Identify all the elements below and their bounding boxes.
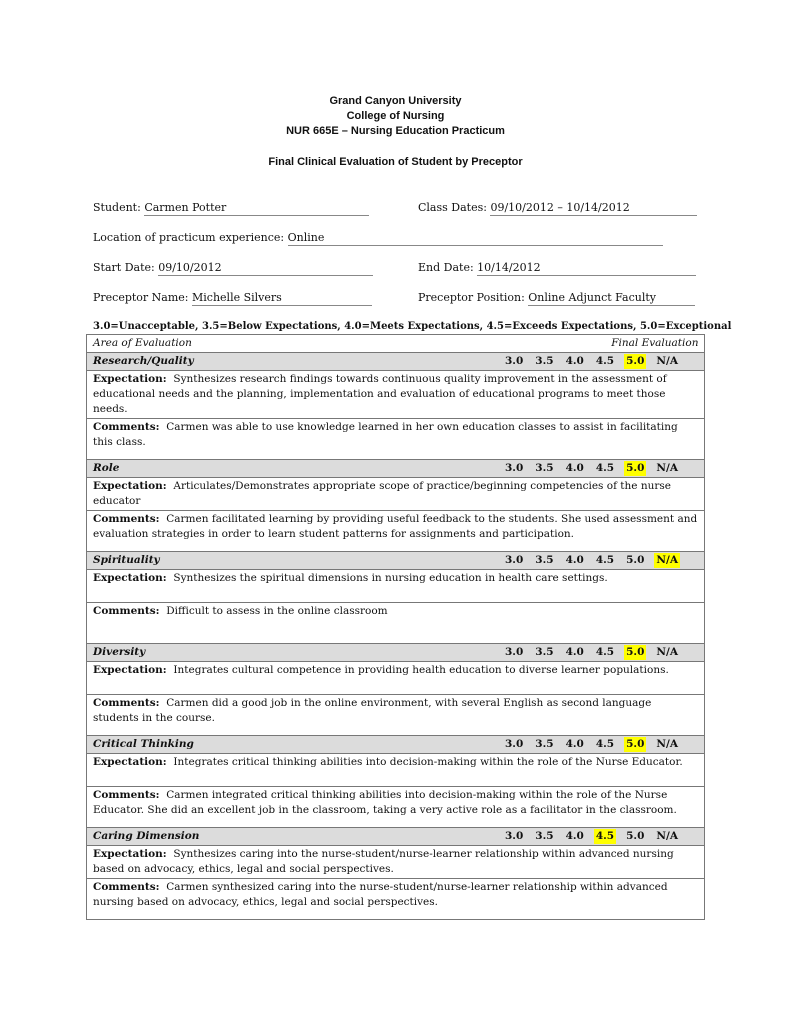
start-date-field — [93, 261, 373, 276]
comments-row — [87, 695, 705, 736]
expectation-label: Expectation: — [93, 572, 167, 584]
comments-row — [87, 787, 705, 828]
start-date-label: Start Date: — [93, 261, 155, 274]
rating-option: 5.0 — [626, 355, 645, 367]
rating-scale-legend: 3.0=Unacceptable, 3.5=Below Expectations, 4.0=Meets Expectations, 4.5=Exceeds Expectations, 5.0=Exceptional — [93, 321, 732, 332]
rating-option: 4.5 — [595, 554, 615, 566]
comments-text: Carmen integrated critical thinking abilities into decision-making within the role of the Nurse Educator. She did an excellent job in the classroom, taking a very active role as a facilitator in the classroom. — [93, 789, 677, 816]
rating-scale — [495, 829, 680, 844]
comments-row — [87, 511, 705, 552]
rating-scale — [495, 461, 680, 476]
rating-option: 3.5 — [535, 554, 554, 566]
expectation-text: Articulates/Demonstrates appropriate scope of practice/beginning competencies of the nurse educator — [93, 480, 671, 507]
rating-scale — [495, 354, 680, 369]
rating-option: N/A — [656, 646, 678, 658]
expectation-label: Expectation: — [93, 664, 167, 676]
expectation-label: Expectation: — [93, 373, 167, 385]
expectation-row — [87, 570, 705, 603]
section-header-role — [87, 460, 705, 478]
comments-label: Comments: — [93, 513, 160, 525]
rating-option: 4.5 — [595, 738, 615, 750]
expectation-label: Expectation: — [93, 756, 167, 768]
section-header-spirituality — [87, 552, 705, 570]
rating-option: 4.0 — [565, 830, 584, 842]
rating-option: 3.5 — [535, 830, 554, 842]
student-field — [93, 201, 369, 216]
expectation-text: Integrates cultural competence in providing health education to diverse learner populations. — [173, 664, 669, 676]
comments-text: Carmen facilitated learning by providing useful feedback to the students. She used assessment and evaluation strategies in order to learn student patterns for assignments and participation. — [93, 513, 698, 540]
rating-option: 4.0 — [565, 355, 584, 367]
student-label: Student: — [93, 201, 141, 214]
section-header-research-quality — [87, 353, 705, 371]
preceptor-position-label: Preceptor Position: — [418, 291, 525, 304]
final-evaluation-header: Final Evaluation — [611, 337, 699, 349]
section-name: Spirituality — [93, 554, 160, 566]
form-title: Final Clinical Evaluation of Student by Preceptor — [268, 156, 523, 168]
rating-option: 3.0 — [505, 830, 524, 842]
expectation-text: Synthesizes the spiritual dimensions in nursing education in health care settings. — [173, 572, 608, 584]
section-header-caring-dimension — [87, 828, 705, 846]
preceptor-field — [93, 291, 372, 306]
rating-option: 5.0 — [626, 646, 645, 658]
expectation-row — [87, 662, 705, 695]
comments-row — [87, 419, 705, 460]
rating-scale — [495, 737, 680, 752]
table-header-row — [87, 335, 705, 353]
comments-label: Comments: — [93, 605, 160, 617]
comments-text: Carmen was able to use knowledge learned in her own education classes to assist in facilitating this class. — [93, 421, 678, 448]
location-label: Location of practicum experience: — [93, 231, 285, 244]
section-name: Research/Quality — [93, 355, 194, 367]
comments-label: Comments: — [93, 789, 160, 801]
rating-scale — [495, 645, 680, 660]
rating-option: 4.0 — [565, 462, 584, 474]
rating-option: 5.0 — [626, 554, 645, 566]
comments-text: Carmen synthesized caring into the nurse-student/nurse-learner relationship within advanced nursing based on advocacy, ethics, legal and social perspectives. — [93, 881, 668, 908]
rating-option: 3.0 — [505, 646, 524, 658]
student-value: Carmen Potter — [144, 201, 369, 216]
comments-label: Comments: — [93, 421, 160, 433]
expectation-row — [87, 478, 705, 511]
preceptor-label: Preceptor Name: — [93, 291, 189, 304]
expectation-row — [87, 846, 705, 879]
rating-option: 4.0 — [565, 738, 584, 750]
section-name: Diversity — [93, 646, 146, 658]
start-date-value: 09/10/2012 — [158, 261, 373, 276]
class-dates-label: Class Dates: — [418, 201, 487, 214]
rating-option: 3.5 — [535, 462, 554, 474]
expectation-row — [87, 754, 705, 787]
rating-scale — [495, 553, 680, 568]
rating-option: 3.0 — [505, 738, 524, 750]
rating-option: 4.5 — [595, 646, 615, 658]
rating-option: 3.0 — [505, 355, 524, 367]
rating-option: N/A — [656, 738, 678, 750]
rating-option: 4.5 — [595, 462, 615, 474]
section-header-diversity — [87, 644, 705, 662]
rating-option: 3.5 — [535, 646, 554, 658]
location-field — [93, 231, 663, 246]
location-value: Online — [288, 231, 663, 246]
class-dates-field — [418, 201, 697, 216]
section-name: Critical Thinking — [93, 738, 194, 750]
rating-option: N/A — [656, 462, 678, 474]
rating-option: N/A — [656, 554, 678, 566]
end-date-value: 10/14/2012 — [477, 261, 696, 276]
college-name: College of Nursing — [346, 110, 445, 122]
preceptor-position-field — [418, 291, 695, 306]
expectation-label: Expectation: — [93, 480, 167, 492]
section-header-critical-thinking — [87, 736, 705, 754]
comments-row — [87, 603, 705, 644]
rating-option: 5.0 — [626, 738, 645, 750]
expectation-text: Synthesizes research findings towards continuous quality improvement in the assessment of educational needs and the planning, implementation and evaluation of educational programs to meet those needs. — [93, 373, 667, 415]
comments-label: Comments: — [93, 881, 160, 893]
university-name: Grand Canyon University — [329, 95, 462, 107]
comments-text: Difficult to assess in the online classroom — [166, 605, 388, 617]
end-date-field — [418, 261, 696, 276]
expectation-text: Integrates critical thinking abilities into decision-making within the role of the Nurse Educator. — [173, 756, 683, 768]
expectation-label: Expectation: — [93, 848, 167, 860]
evaluation-table — [86, 334, 705, 920]
rating-option: 5.0 — [626, 462, 645, 474]
preceptor-position-value: Online Adjunct Faculty — [528, 291, 695, 306]
class-dates-value: 09/10/2012 – 10/14/2012 — [490, 201, 697, 216]
rating-option: 3.0 — [505, 462, 524, 474]
preceptor-value: Michelle Silvers — [192, 291, 372, 306]
comments-row — [87, 879, 705, 920]
end-date-label: End Date: — [418, 261, 474, 274]
section-name: Role — [93, 462, 120, 474]
rating-option: 4.5 — [595, 355, 615, 367]
rating-option: 3.0 — [505, 554, 524, 566]
expectation-text: Synthesizes caring into the nurse-student/nurse-learner relationship within advanced nursing based on advocacy, ethics, legal and social perspectives. — [93, 848, 674, 875]
section-name: Caring Dimension — [93, 830, 200, 842]
rating-option: 3.5 — [535, 355, 554, 367]
area-header: Area of Evaluation — [93, 337, 192, 349]
rating-option: N/A — [656, 355, 678, 367]
rating-option: N/A — [656, 830, 678, 842]
rating-option: 3.5 — [535, 738, 554, 750]
course-title: NUR 665E – Nursing Education Practicum — [286, 125, 505, 137]
rating-option: 4.5 — [595, 830, 615, 842]
comments-text: Carmen did a good job in the online environment, with several English as second language students in the course. — [93, 697, 652, 724]
comments-label: Comments: — [93, 697, 160, 709]
rating-option: 4.0 — [565, 646, 584, 658]
expectation-row — [87, 371, 705, 419]
rating-option: 5.0 — [626, 830, 645, 842]
rating-option: 4.0 — [565, 554, 584, 566]
